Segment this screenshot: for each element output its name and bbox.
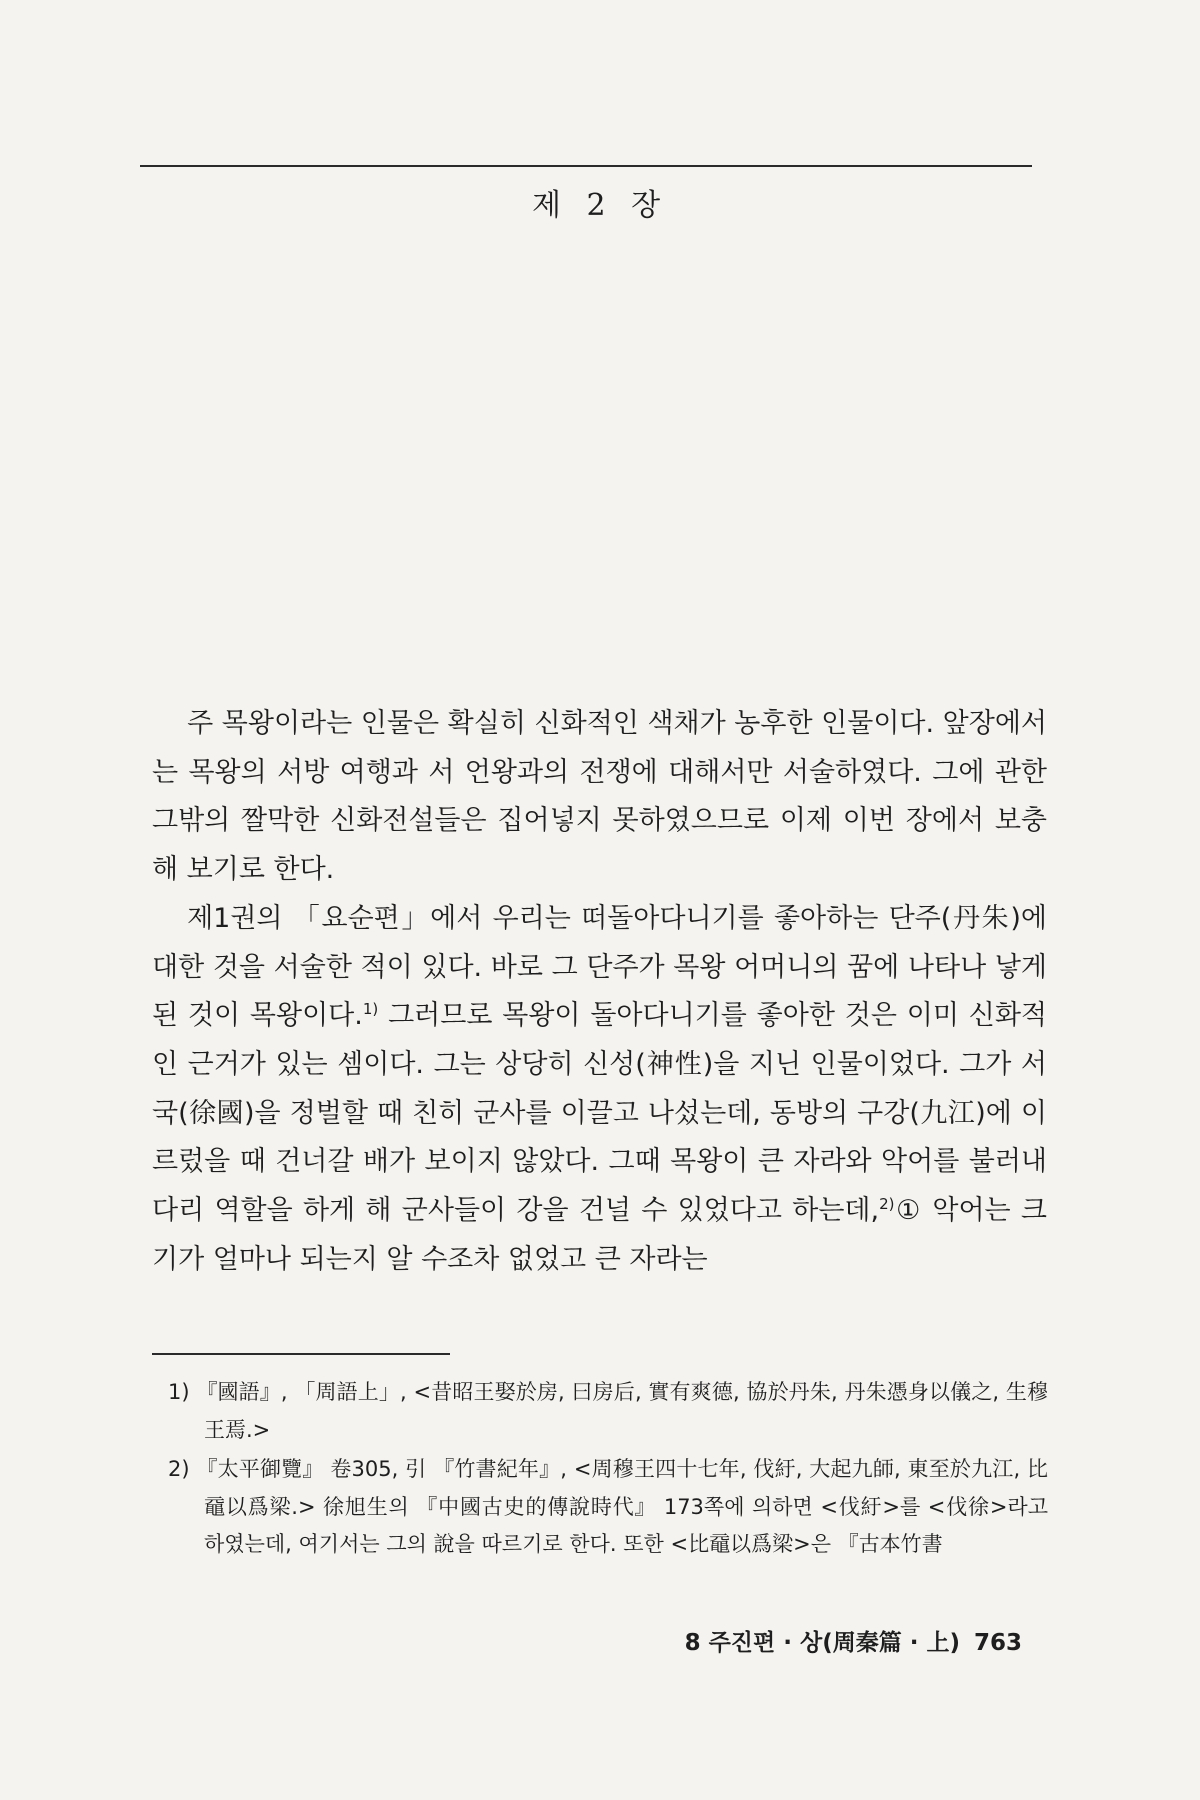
- paragraph-2-text-b: 그러므로 목왕이 돌아다니기를 좋아한 것은 이미 신화적인 근거가 있는 셈이다. 그는 상당히 신성(神性)을 지닌 인물이었다. 그가 서국(徐國)을 정벌할 때 친히 군사를 이끌고 나섰는데, 동방의 구강(九江)에 이르렀을 때 건너갈 배가 보이지 않았다. 그때 목왕이 큰 자라와 악어를 불러내 다리 역할을 하게 해 군사들이 강을 건널 수 있었다고 하는데,: [152, 1000, 1047, 1227]
- page-number: 763: [973, 1630, 1022, 1656]
- footnote-text: 『國語』, 「周語上」, <昔昭王娶於房, 曰房后, 實有爽德, 協於丹朱, 丹朱憑身以儀之, 生穆王焉.>: [196, 1380, 1048, 1442]
- footnote-ref-2: 2): [879, 1195, 895, 1214]
- footnote-number: 2): [168, 1457, 190, 1481]
- footnotes: [168, 1374, 1048, 1566]
- paragraph-2-text-c: 악어는 크기가 얼마나 되는지 알 수조차 없었고 큰 자라는: [152, 1195, 1047, 1275]
- chapter-title: 제 2 장: [531, 188, 669, 223]
- footnote-text: 『太平御覽』 卷305, 引 『竹書紀年』, <周穆王四十七年, 伐紆, 大起九師, 東至於九江, 比黿以爲梁.> 徐旭生의 『中國古史的傳說時代』 173쪽에 의하면 <伐紆>를 <伐徐>라고 하였는데, 여기서는 그의 說을 따르기로 한다. 또한 <比黿以爲梁>은 『古本竹書: [196, 1457, 1048, 1556]
- body-text: [152, 700, 1047, 1284]
- circled-annotation-mark: ①: [894, 1195, 923, 1227]
- book-number: 8: [684, 1630, 701, 1656]
- footnote-1: [168, 1374, 1048, 1449]
- paragraph-2: [152, 895, 1047, 1285]
- footnote-ref-1: 1): [362, 1000, 379, 1019]
- page-footer: [685, 1624, 1022, 1657]
- footnote-number: 1): [168, 1380, 190, 1404]
- footnote-2: [168, 1451, 1048, 1564]
- paragraph-2-text-a: 제1권의 「요순편」에서 우리는 떠돌아다니기를 좋아하는 단주(丹朱)에 대한 것을 서술한 적이 있다. 바로 그 단주가 목왕 어머니의 꿈에 나타나 낳게 된 것이 목왕이다.: [152, 902, 1047, 1032]
- paragraph-1: 주 목왕이라는 인물은 확실히 신화적인 색채가 농후한 인물이다. 앞장에서는 목왕의 서방 여행과 서 언왕과의 전쟁에 대해서만 서술하였다. 그에 관한 그밖의 짤막한 신화전설들은 집어넣지 못하였으므로 이제 이번 장에서 보충해 보기로 한다.: [152, 708, 1047, 886]
- book-title: 주진편 · 상(周秦篇 · 上): [708, 1630, 960, 1656]
- header-rule: [140, 165, 1032, 167]
- footnote-rule: [152, 1353, 450, 1355]
